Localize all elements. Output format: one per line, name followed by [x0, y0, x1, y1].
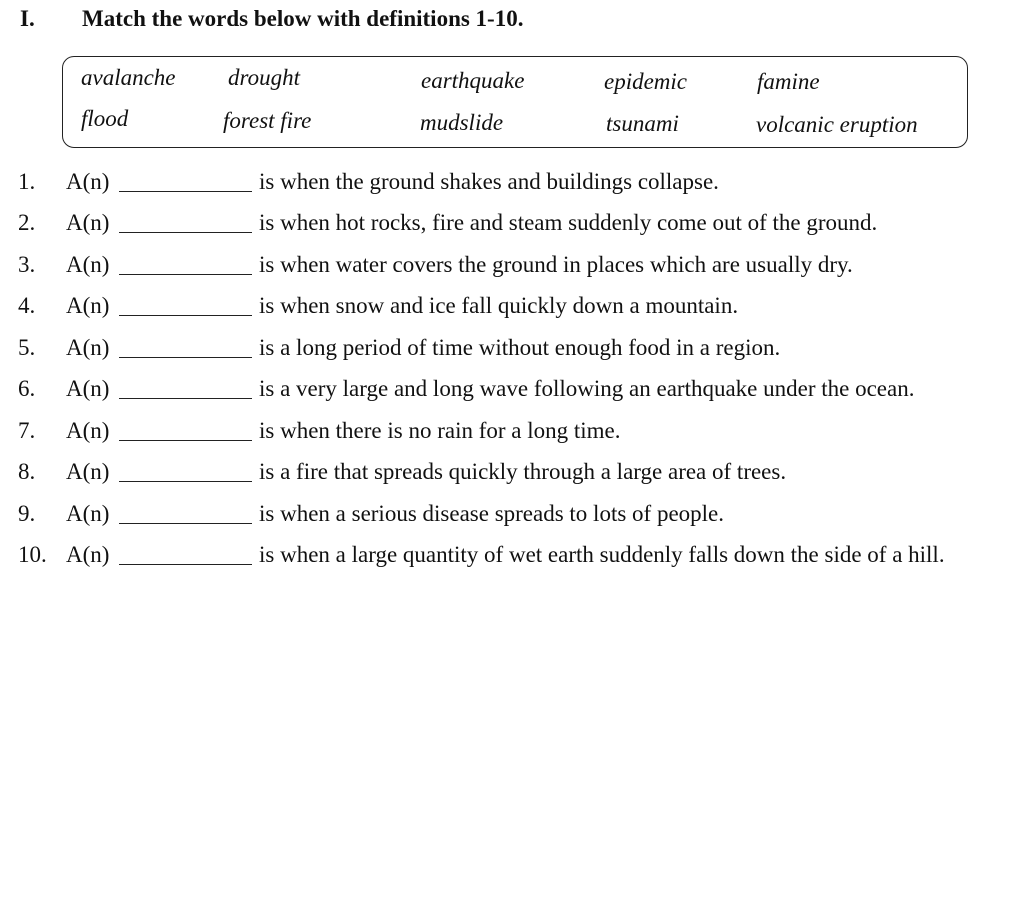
definition-number: 6. [18, 376, 36, 401]
definition-row [0, 376, 1024, 412]
word-bank-item: forest fire [223, 108, 312, 133]
definition-prefix: A(n) [66, 252, 110, 277]
definition-prefix: A(n) [66, 169, 110, 194]
definition-prefix: A(n) [66, 418, 110, 443]
definition-number: 8. [18, 459, 36, 484]
definition-row [0, 252, 1024, 288]
definition-number: 9. [18, 501, 36, 526]
word-bank-item: avalanche [81, 65, 176, 90]
definition-row [0, 169, 1024, 205]
definition-row [0, 542, 1024, 578]
word-bank-item: drought [228, 65, 300, 90]
answer-blank[interactable] [119, 315, 252, 316]
word-bank-item: earthquake [421, 68, 525, 93]
definition-text: is a long period of time without enough food in a region. [259, 335, 781, 360]
definition-prefix: A(n) [66, 376, 110, 401]
definition-text: is a fire that spreads quickly through a large area of trees. [259, 459, 787, 484]
answer-blank[interactable] [119, 191, 252, 192]
definition-number: 4. [18, 293, 36, 318]
exercise-instruction: Match the words below with definitions 1-10. [82, 6, 524, 31]
definition-prefix: A(n) [66, 501, 110, 526]
word-bank-item: mudslide [420, 110, 504, 135]
definition-text: is when a serious disease spreads to lots of people. [259, 501, 725, 526]
definition-row [0, 418, 1024, 454]
word-bank-item: tsunami [606, 111, 679, 136]
answer-blank[interactable] [119, 564, 252, 565]
definition-row [0, 501, 1024, 537]
definition-text: is when water covers the ground in places which are usually dry. [259, 252, 853, 277]
definition-row [0, 335, 1024, 371]
definition-number: 2. [18, 210, 36, 235]
word-bank-item: epidemic [604, 69, 688, 94]
definition-prefix: A(n) [66, 542, 110, 567]
definition-text: is when hot rocks, fire and steam suddenly come out of the ground. [259, 210, 878, 235]
definition-number: 5. [18, 335, 36, 360]
definition-prefix: A(n) [66, 335, 110, 360]
definition-number: 7. [18, 418, 36, 443]
word-bank-item: volcanic eruption [756, 112, 918, 137]
definition-text: is when there is no rain for a long time. [259, 418, 621, 443]
answer-blank[interactable] [119, 357, 252, 358]
definition-text: is when the ground shakes and buildings collapse. [259, 169, 719, 194]
word-bank-item: famine [757, 69, 820, 94]
definition-number: 1. [18, 169, 36, 194]
definition-row [0, 293, 1024, 329]
answer-blank[interactable] [119, 481, 252, 482]
word-bank-item: flood [81, 106, 129, 131]
definition-number: 3. [18, 252, 36, 277]
answer-blank[interactable] [119, 274, 252, 275]
definition-text: is when snow and ice fall quickly down a mountain. [259, 293, 739, 318]
exercise-number: I. [20, 6, 35, 31]
answer-blank[interactable] [119, 398, 252, 399]
definition-number: 10. [18, 542, 47, 567]
definition-row [0, 459, 1024, 495]
answer-blank[interactable] [119, 523, 252, 524]
answer-blank[interactable] [119, 232, 252, 233]
definition-text: is a very large and long wave following an earthquake under the ocean. [259, 376, 915, 401]
definition-prefix: A(n) [66, 210, 110, 235]
definition-prefix: A(n) [66, 293, 110, 318]
exercise-heading [20, 6, 523, 32]
definition-row [0, 210, 1024, 246]
word-bank-box [62, 56, 968, 148]
definition-prefix: A(n) [66, 459, 110, 484]
definition-text: is when a large quantity of wet earth suddenly falls down the side of a hill. [259, 542, 945, 567]
answer-blank[interactable] [119, 440, 252, 441]
